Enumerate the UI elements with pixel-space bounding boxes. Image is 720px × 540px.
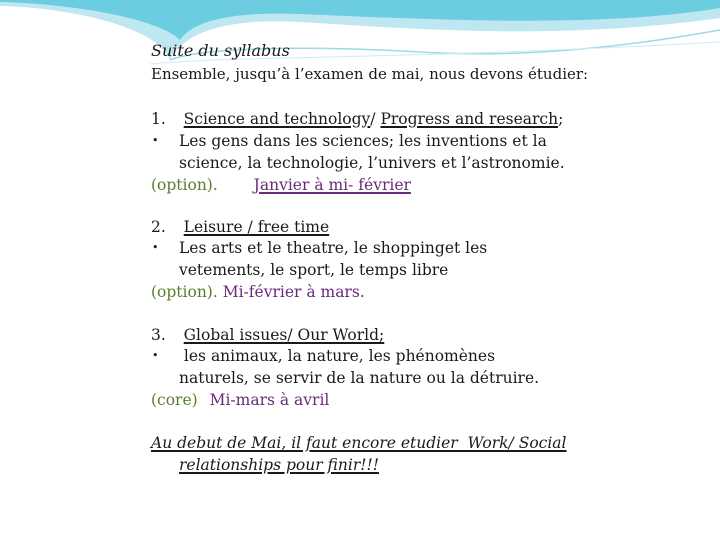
section-2-period: Mi-février à mars.	[222, 283, 365, 301]
section-1-title-part1: Science and technology	[183, 110, 371, 128]
section-2-footer	[151, 281, 365, 303]
section-3-line1: les animaux, la nature, les phénomènes	[179, 347, 496, 365]
section-2-line1: Les arts et le theatre, le shoppinget les	[179, 239, 488, 257]
section-3-number: 3.	[151, 326, 166, 344]
section-3-bullet: •	[152, 349, 159, 362]
section-3-title-line	[151, 324, 384, 346]
section-1-title-part2: Progress and research	[380, 110, 559, 128]
section-2-title-line	[151, 216, 329, 238]
section-2-bullet: •	[152, 241, 159, 254]
section-2-title: Leisure / free time	[183, 218, 330, 236]
section-1-period: Janvier à mi- février	[253, 176, 411, 194]
section-2-line2: vetements, le sport, le temps libre	[179, 261, 449, 279]
section-3-tag: (core)	[151, 391, 198, 409]
footer-note-line1: Au debut de Mai, il faut encore etudier Work/ Social	[151, 434, 567, 452]
footer-note-line2: relationships pour finir!!!	[179, 456, 379, 474]
section-3-title: Global issues/ Our World;	[183, 326, 385, 344]
section-3-period: Mi-mars à avril	[209, 391, 330, 409]
slide-intro: Ensemble, jusqu’à l’examen de mai, nous devons étudier:	[151, 65, 589, 83]
section-1-number: 1.	[151, 110, 166, 128]
section-2-tag: (option).	[151, 283, 218, 301]
section-1-bullet: •	[152, 134, 159, 147]
section-2-number: 2.	[151, 218, 166, 236]
section-1-title-sep: /	[370, 110, 381, 128]
section-1-title-end: ;	[558, 110, 564, 128]
section-1-line1: Les gens dans les sciences; les inventions et la	[179, 132, 547, 150]
section-1-title-line	[151, 108, 563, 130]
slide-heading: Suite du syllabus	[151, 41, 290, 60]
section-1-footer	[151, 174, 411, 196]
section-3-footer	[151, 389, 329, 411]
section-3-line2: naturels, se servir de la nature ou la détruire.	[179, 369, 540, 387]
section-1-tag: (option).	[151, 176, 218, 194]
section-1-line2: science, la technologie, l’univers et l’astronomie.	[179, 154, 565, 172]
